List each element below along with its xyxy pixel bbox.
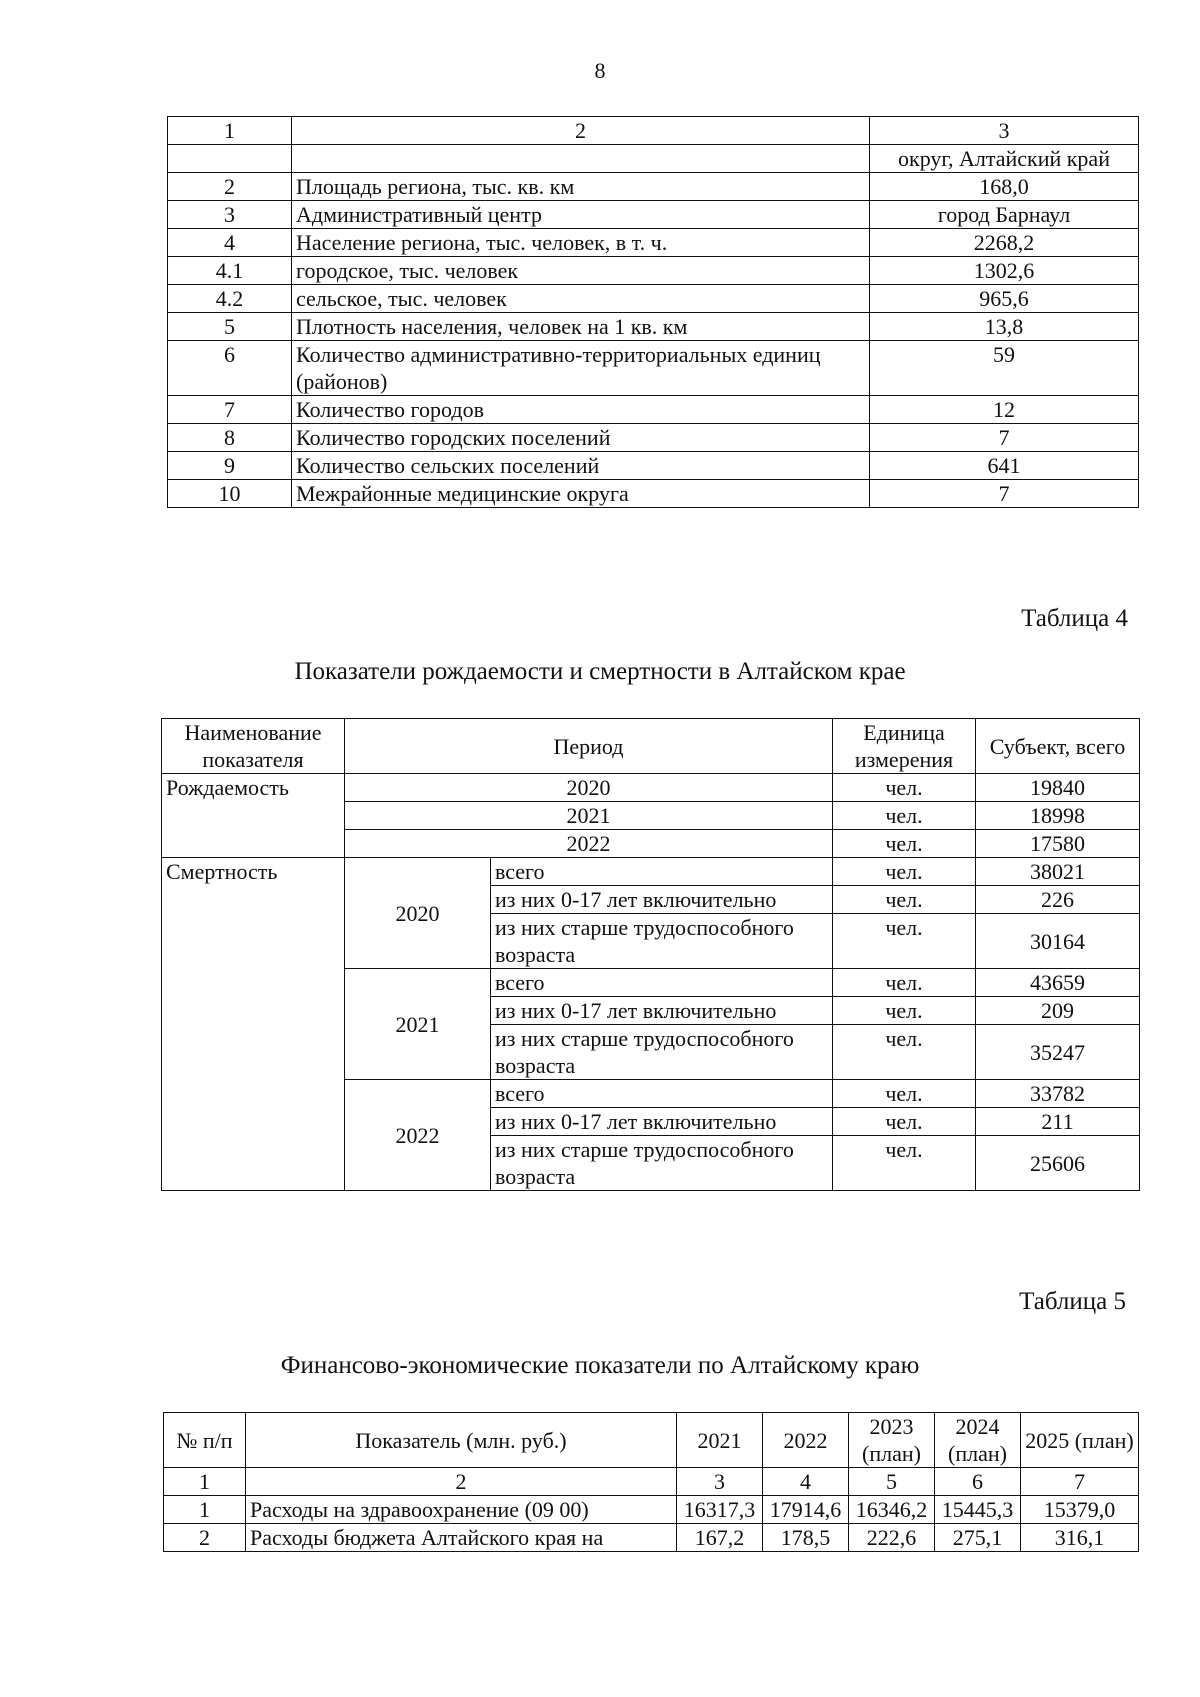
table-row — [164, 1496, 1139, 1524]
row-value: 167,2 — [677, 1524, 763, 1552]
row-number: 10 — [168, 480, 292, 508]
row-value: округ, Алтайский край — [870, 145, 1139, 173]
row-number: 2 — [168, 173, 292, 201]
value-cell: 17580 — [976, 830, 1140, 858]
region-info-table — [167, 116, 1139, 508]
header-year-plan: 2024 (план) — [935, 1413, 1021, 1468]
row-value: 16346,2 — [849, 1496, 935, 1524]
table-header-row — [162, 719, 1140, 774]
row-label: Расходы бюджета Алтайского края на — [246, 1524, 677, 1552]
column-number: 1 — [168, 117, 292, 145]
table4-label: Таблица 4 — [1021, 605, 1128, 632]
row-label: Население региона, тыс. человек, в т. ч. — [292, 229, 870, 257]
unit-cell: чел. — [833, 997, 976, 1025]
row-value: 316,1 — [1021, 1524, 1139, 1552]
row-value: 12 — [870, 396, 1139, 424]
row-value: 641 — [870, 452, 1139, 480]
row-value: 168,0 — [870, 173, 1139, 201]
row-number: 4.2 — [168, 285, 292, 313]
value-cell: 226 — [976, 886, 1140, 914]
row-label: Площадь региона, тыс. кв. км — [292, 173, 870, 201]
column-number: 5 — [849, 1468, 935, 1496]
row-number: 5 — [168, 313, 292, 341]
table-header-row — [168, 117, 1139, 145]
unit-cell: чел. — [833, 886, 976, 914]
unit-cell: чел. — [833, 969, 976, 997]
column-number: 6 — [935, 1468, 1021, 1496]
value-cell: 43659 — [976, 969, 1140, 997]
row-label: Количество сельских поселений — [292, 452, 870, 480]
table-numbering-row — [164, 1468, 1139, 1496]
value-cell: 35247 — [976, 1025, 1140, 1080]
table5-title: Финансово-экономические показатели по Алтайскому краю — [280, 1352, 920, 1379]
header-unit: Единица измерения — [833, 719, 976, 774]
unit-cell: чел. — [833, 774, 976, 802]
row-value: 275,1 — [935, 1524, 1021, 1552]
row-label: Межрайонные медицинские округа — [292, 480, 870, 508]
row-number: 4.1 — [168, 257, 292, 285]
sub-indicator: из них 0-17 лет включительно — [491, 886, 833, 914]
birth-death-table — [161, 718, 1140, 1191]
sub-indicator: из них 0-17 лет включительно — [491, 1108, 833, 1136]
header-year-plan: 2023 (план) — [849, 1413, 935, 1468]
unit-cell: чел. — [833, 1080, 976, 1108]
row-label: Административный центр — [292, 201, 870, 229]
row-value: 178,5 — [763, 1524, 849, 1552]
column-number: 7 — [1021, 1468, 1139, 1496]
table-row — [168, 341, 1139, 396]
table-row — [168, 396, 1139, 424]
table5-label: Таблица 5 — [1019, 1288, 1126, 1315]
table-row — [164, 1524, 1139, 1552]
column-number: 2 — [292, 117, 870, 145]
row-label: Количество городских поселений — [292, 424, 870, 452]
sub-indicator: всего — [491, 858, 833, 886]
column-number: 2 — [246, 1468, 677, 1496]
period-year: 2020 — [345, 774, 833, 802]
row-value: 2268,2 — [870, 229, 1139, 257]
table-row — [168, 452, 1139, 480]
table-row — [168, 229, 1139, 257]
header-year: 2022 — [763, 1413, 849, 1468]
table-row — [168, 313, 1139, 341]
table-row — [168, 285, 1139, 313]
header-year-plan: 2025 (план) — [1021, 1413, 1139, 1468]
table-row — [168, 145, 1139, 173]
group-year: 2022 — [345, 1080, 491, 1191]
row-number: 9 — [168, 452, 292, 480]
row-value: 16317,3 — [677, 1496, 763, 1524]
value-cell: 30164 — [976, 914, 1140, 969]
row-value: 15379,0 — [1021, 1496, 1139, 1524]
unit-cell: чел. — [833, 802, 976, 830]
row-value: 965,6 — [870, 285, 1139, 313]
group-year: 2020 — [345, 858, 491, 969]
table-row — [168, 480, 1139, 508]
row-number: 7 — [168, 396, 292, 424]
value-cell: 38021 — [976, 858, 1140, 886]
table-header-row — [164, 1413, 1139, 1468]
header-number: № п/п — [164, 1413, 246, 1468]
row-value: город Барнаул — [870, 201, 1139, 229]
unit-cell: чел. — [833, 914, 976, 969]
row-label: Количество административно-территориальных единиц (районов) — [292, 341, 870, 396]
column-number: 1 — [164, 1468, 246, 1496]
row-number: 3 — [168, 201, 292, 229]
sub-indicator: всего — [491, 1080, 833, 1108]
row-value: 59 — [870, 341, 1139, 396]
row-value: 222,6 — [849, 1524, 935, 1552]
row-number: 2 — [164, 1524, 246, 1552]
sub-indicator: из них старше трудоспособного возраста — [491, 1136, 833, 1191]
table-row — [168, 257, 1139, 285]
row-value: 1302,6 — [870, 257, 1139, 285]
table-row — [168, 173, 1139, 201]
row-number: 4 — [168, 229, 292, 257]
header-year: 2021 — [677, 1413, 763, 1468]
death-label: Смертность — [162, 858, 345, 1191]
unit-cell: чел. — [833, 1136, 976, 1191]
row-number: 8 — [168, 424, 292, 452]
row-number — [168, 145, 292, 173]
row-value: 17914,6 — [763, 1496, 849, 1524]
column-number: 4 — [763, 1468, 849, 1496]
table-row — [162, 858, 1140, 886]
sub-indicator: из них старше трудоспособного возраста — [491, 1025, 833, 1080]
page-number: 8 — [594, 58, 606, 83]
row-value: 7 — [870, 480, 1139, 508]
unit-cell: чел. — [833, 1108, 976, 1136]
sub-indicator: из них старше трудоспособного возраста — [491, 914, 833, 969]
row-label — [292, 145, 870, 173]
row-number: 6 — [168, 341, 292, 396]
period-year: 2022 — [345, 830, 833, 858]
table-row — [162, 774, 1140, 802]
row-label: Количество городов — [292, 396, 870, 424]
table-row — [168, 201, 1139, 229]
row-value: 15445,3 — [935, 1496, 1021, 1524]
header-total: Субъект, всего — [976, 719, 1140, 774]
value-cell: 18998 — [976, 802, 1140, 830]
row-label: Расходы на здравоохранение (09 00) — [246, 1496, 677, 1524]
header-indicator: Показатель (млн. руб.) — [246, 1413, 677, 1468]
row-label: городское, тыс. человек — [292, 257, 870, 285]
financial-indicators-table — [163, 1412, 1139, 1552]
row-label: сельское, тыс. человек — [292, 285, 870, 313]
sub-indicator: всего — [491, 969, 833, 997]
sub-indicator: из них 0-17 лет включительно — [491, 997, 833, 1025]
row-number: 1 — [164, 1496, 246, 1524]
column-number: 3 — [870, 117, 1139, 145]
row-label: Плотность населения, человек на 1 кв. км — [292, 313, 870, 341]
header-period: Период — [345, 719, 833, 774]
column-number: 3 — [677, 1468, 763, 1496]
value-cell: 19840 — [976, 774, 1140, 802]
unit-cell: чел. — [833, 830, 976, 858]
value-cell: 33782 — [976, 1080, 1140, 1108]
table-row — [168, 424, 1139, 452]
group-year: 2021 — [345, 969, 491, 1080]
header-indicator-name: Наименование показателя — [162, 719, 345, 774]
unit-cell: чел. — [833, 858, 976, 886]
value-cell: 25606 — [976, 1136, 1140, 1191]
value-cell: 211 — [976, 1108, 1140, 1136]
table4-title: Показатели рождаемости и смертности в Алтайском крае — [294, 658, 906, 685]
unit-cell: чел. — [833, 1025, 976, 1080]
row-value: 13,8 — [870, 313, 1139, 341]
row-value: 7 — [870, 424, 1139, 452]
value-cell: 209 — [976, 997, 1140, 1025]
period-year: 2021 — [345, 802, 833, 830]
birth-label: Рождаемость — [162, 774, 345, 858]
